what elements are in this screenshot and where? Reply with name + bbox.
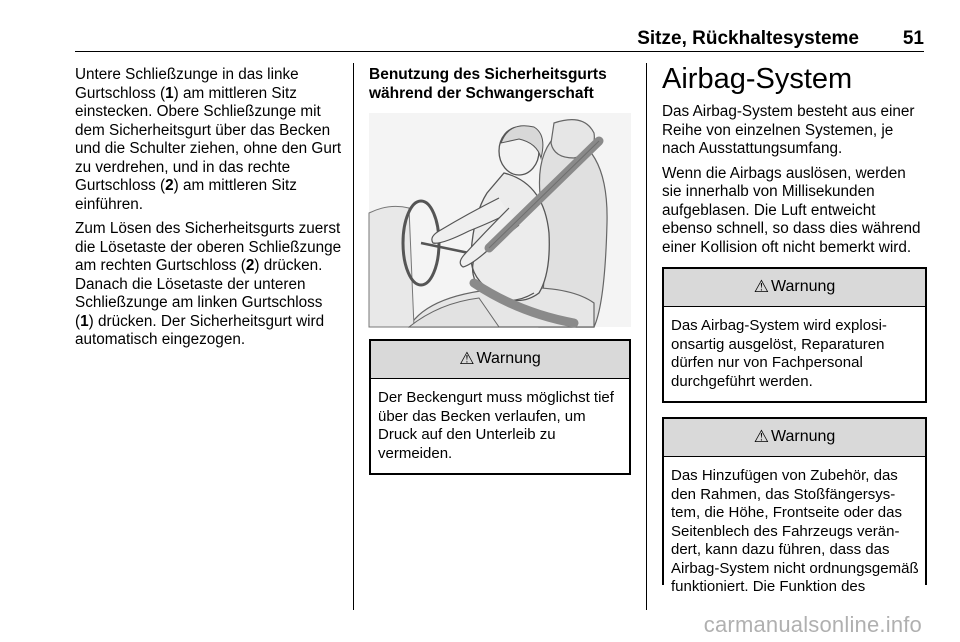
pregnancy-seatbelt-illustration <box>369 113 631 327</box>
paragraph-airbag-intro: Das Airbag-System besteht aus einer Reihe von einzelnen Systemen, je nach Ausstattungsumfang. <box>662 103 915 157</box>
warning-title: Warnung <box>476 350 541 368</box>
warning-triangle-icon: ⚠ <box>753 427 769 447</box>
column-3 <box>662 63 927 599</box>
warning-title: Warnung <box>770 428 836 446</box>
section-heading: Airbag-System <box>662 63 853 95</box>
paragraph-airbag-deploy: Wenn die Airbags auslösen, werden sie innerhalb von Millisekunden aufgeblasen. Die Luft entweicht ebenso schnell, so dass dies während einer Kollision oft nicht bemerkt wird. <box>662 164 921 256</box>
page-number: 51 <box>902 28 924 49</box>
warning-header <box>371 341 629 379</box>
column-1 <box>75 66 343 356</box>
column-2 <box>369 66 631 489</box>
warning-title: Warnung <box>770 278 836 296</box>
warning-box <box>369 339 631 475</box>
warning-text: Das Airbag-System wird explosionsartig ausgelöst, Reparaturen dürfen nur von Fachpersonal durchgeführt werden. <box>671 317 887 390</box>
warning-triangle-icon: ⚠ <box>459 349 475 369</box>
warning-box <box>662 267 927 403</box>
page-header <box>75 28 924 52</box>
warning-text: Der Beckengurt muss möglichst tief über das Becken verlaufen, um Druck auf den Unterleib zu vermeiden. <box>378 389 614 462</box>
paragraph-release-belt: Zum Lösen des Sicherheitsgurts zuerst die Lösetaste der oberen Schließzunge am rechten Gurtschloss (2) drücken. Danach die Lösetaste der unteren Schließzunge am linken Gurtschloss (1) drücken. Der Sicherheitsgurt wird automatisch eingezogen. <box>75 220 342 348</box>
warning-triangle-icon: ⚠ <box>753 277 769 297</box>
warning-box <box>662 417 927 595</box>
column-divider <box>646 63 647 610</box>
warning-header <box>664 419 925 457</box>
section-title: Sitze, Rückhaltesysteme <box>637 28 859 49</box>
column-divider <box>353 63 354 610</box>
watermark: carmanualsonline.info <box>703 612 922 637</box>
section-heading: Benutzung des Sicherheitsgurts während der Schwangerschaft <box>369 66 607 102</box>
warning-header <box>664 269 925 307</box>
paragraph-insert-belt: Untere Schließzunge in das linke Gurtschloss (1) am mittleren Sitz einstecken. Obere Schließzunge mit dem Sicherheitsgurt über das Becken und die Schulter ziehen, ohne den Gurt zu verdrehen, und in das rechte Gurtschloss (2) am mittleren Sitz einführen. <box>75 66 342 213</box>
warning-text: Das Hinzufügen von Zubehör, das den Rahmen, das Stoßfängersystem, die Höhe, Frontseite oder das Seitenblech des Fahrzeugs verändert, kann dazu führen, dass das Airbag-System nicht ordnungsgemäß funktioniert. Die Funktion des <box>671 467 919 595</box>
